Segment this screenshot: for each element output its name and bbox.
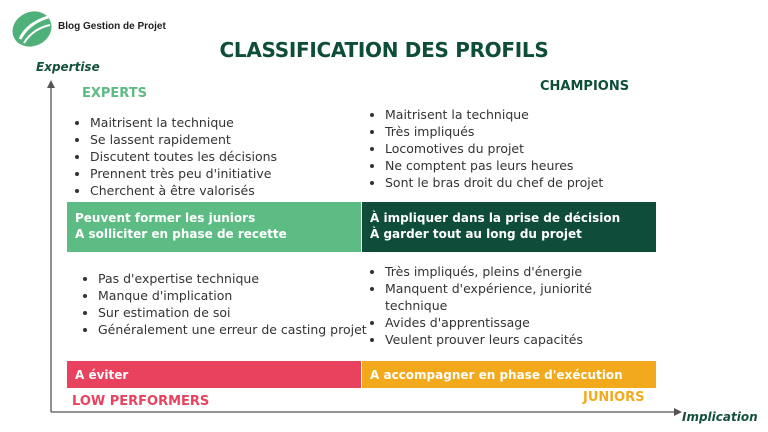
low-performers-bullets <box>80 270 378 338</box>
blog-name: Blog Gestion de Projet <box>58 21 166 32</box>
y-axis-arrow <box>47 80 55 88</box>
experts-band <box>67 202 361 252</box>
champions-bullet: • Maitrisent la technique <box>385 106 675 123</box>
low-performers-bullet: • Pas d'expertise technique <box>98 270 378 287</box>
experts-bullet: • Se lassent rapidement <box>90 131 370 148</box>
low-performers-band-line: A éviter <box>75 368 129 382</box>
low-performers-label: LOW PERFORMERS <box>72 394 210 409</box>
champions-band-line: À garder tout au long du projet <box>370 227 582 241</box>
experts-bullet: • Prennent très peu d'initiative <box>90 165 370 182</box>
juniors-bullet: • Veulent prouver leurs capacités <box>385 331 655 348</box>
champions-bullet: • Ne comptent pas leurs heures <box>385 157 675 174</box>
low-performers-bullet: • Généralement une erreur de casting projet <box>98 321 378 338</box>
low-performers-band <box>67 361 361 388</box>
low-performers-bullet: • Manque d'implication <box>98 287 378 304</box>
juniors-bullet: • Manquent d'expérience, juniorité technique <box>385 280 655 314</box>
juniors-band <box>362 361 656 388</box>
champions-band-line: À impliquer dans la prise de décision <box>370 211 621 225</box>
page-title: CLASSIFICATION DES PROFILS <box>219 38 549 62</box>
champions-bullets <box>367 106 675 191</box>
experts-bullet: • Discutent toutes les décisions <box>90 148 370 165</box>
experts-bullet: • Cherchent à être valorisés <box>90 182 370 199</box>
x-axis-label: Implication <box>682 410 758 424</box>
champions-bullet: • Très impliqués <box>385 123 675 140</box>
experts-bullet: • Maitrisent la technique <box>90 114 370 131</box>
experts-band-line: Peuvent former les juniors <box>75 211 256 225</box>
x-axis-arrow <box>674 408 682 416</box>
juniors-bullet: • Très impliqués, pleins d'énergie <box>385 263 655 280</box>
experts-band-line: A solliciter en phase de recette <box>75 227 287 241</box>
juniors-band-line: A accompagner en phase d'exécution <box>370 368 623 382</box>
juniors-bullets <box>367 263 655 348</box>
low-performers-bullet: • Sur estimation de soi <box>98 304 378 321</box>
juniors-bullet: • Avides d'apprentissage <box>385 314 655 331</box>
champions-bullet: • Locomotives du projet <box>385 140 675 157</box>
champions-bullet: • Sont le bras droit du chef de projet <box>385 174 675 191</box>
champions-label: CHAMPIONS <box>540 79 630 94</box>
y-axis-label: Expertise <box>36 60 100 74</box>
juniors-label: JUNIORS <box>583 390 645 405</box>
champions-band <box>362 202 656 252</box>
experts-bullets <box>72 114 370 199</box>
experts-label: EXPERTS <box>82 86 147 101</box>
